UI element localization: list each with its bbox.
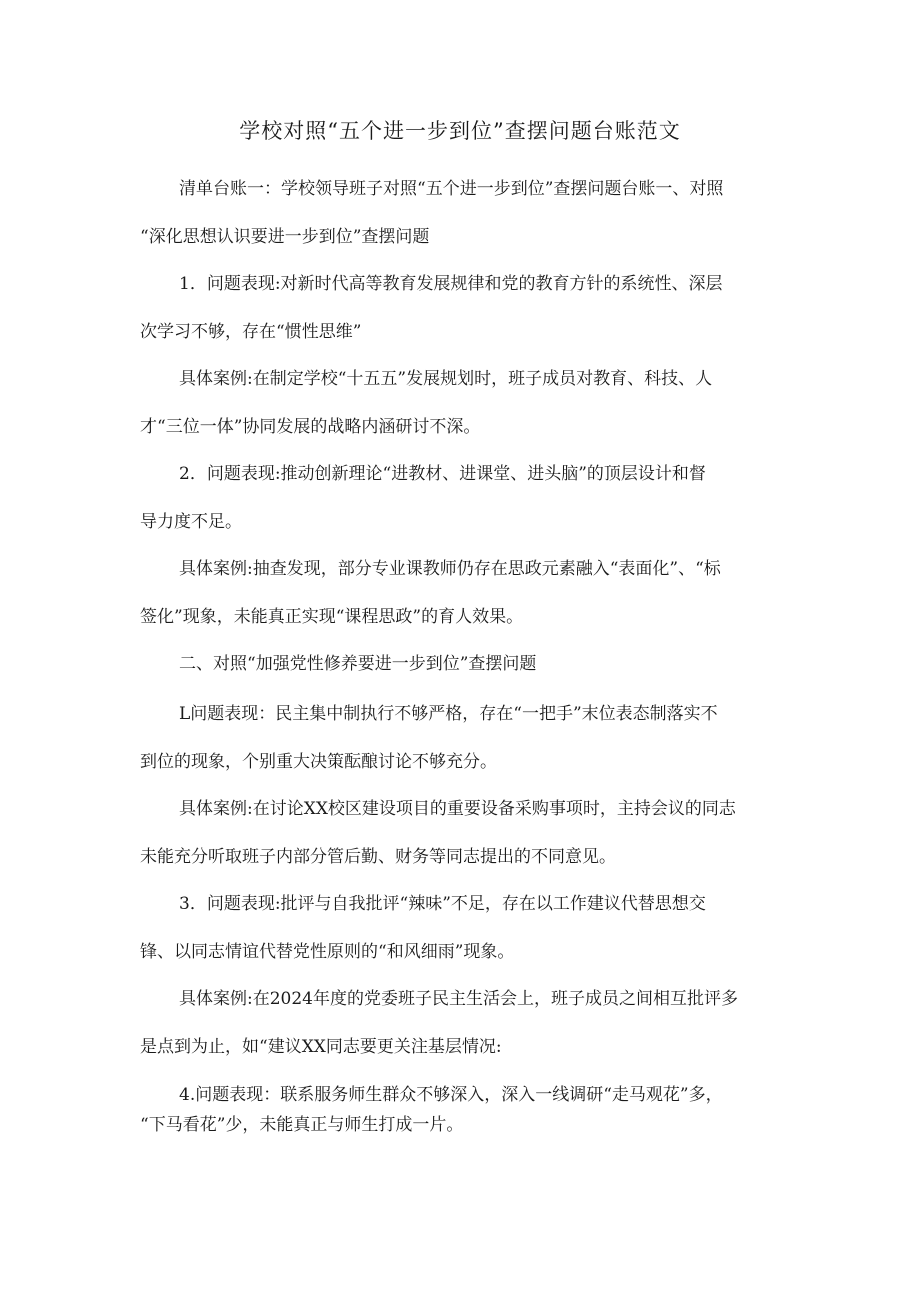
paragraph-line: 4.问题表现：联系服务师生群众不够深入，深入一线调研“走马观花”多， <box>179 1085 723 1105</box>
paragraph-3 <box>140 355 790 451</box>
paragraph-line: 具体案例:抽查发现，部分专业课教师仍存在思政元素融入“表面化”、“标 <box>179 559 721 579</box>
paragraph-line: 二、对照“加强党性修养要进一步到位”查摆问题 <box>179 654 537 674</box>
section-heading-2 <box>140 640 790 688</box>
paragraph-2 <box>140 260 790 356</box>
paragraph-line: 2．问题表现:推动创新理论“进教材、进课堂、进头脑”的顶层设计和督 <box>179 464 706 484</box>
paragraph-line: 次学习不够，存在“惯性思维” <box>140 322 362 342</box>
paragraph-line: 签化”现象，未能真正实现“课程思政”的育人效果。 <box>140 607 524 627</box>
paragraph-7 <box>140 785 790 881</box>
paragraph-line: 导力度不足。 <box>140 512 242 532</box>
paragraph-6 <box>140 690 790 786</box>
paragraph-line: 锋、以同志情谊代替党性原则的“和风细雨”现象。 <box>140 942 515 962</box>
paragraph-line: 具体案例:在讨论XX校区建设项目的重要设备采购事项时，主持会议的同志 <box>179 799 736 819</box>
paragraph-line: 清单台账一：学校领导班子对照“五个进一步到位”查摆问题台账一、对照 <box>179 179 724 199</box>
paragraph-line: “下马看花”少，未能真正与师生打成一片。 <box>140 1115 464 1135</box>
document-title: 学校对照“五个进一步到位”查摆问题台账范文 <box>239 119 681 143</box>
paragraph-line: 1．问题表现:对新时代高等教育发展规律和党的教育方针的系统性、深层 <box>179 274 723 294</box>
paragraph-1 <box>140 165 790 261</box>
paragraph-10 <box>140 1080 790 1140</box>
paragraph-line: “深化思想认识要进一步到位”查摆问题 <box>140 227 430 247</box>
paragraph-4 <box>140 450 790 546</box>
paragraph-line: 具体案例:在制定学校“十五五”发展规划时，班子成员对教育、科技、人 <box>179 369 713 389</box>
paragraph-line: 到位的现象，个别重大决策酝酿讨论不够充分。 <box>140 752 497 772</box>
paragraph-line: 才“三位一体”协同发展的战略内涵研讨不深。 <box>140 417 481 437</box>
paragraph-line: 具体案例:在2024年度的党委班子民主生活会上，班子成员之间相互批评多 <box>179 989 738 1009</box>
paragraph-line: 是点到为止，如“建议XX同志要更关注基层情况: <box>140 1037 502 1057</box>
paragraph-line: L问题表现：民主集中制执行不够严格，存在“一把手”末位表态制落实不 <box>179 704 718 724</box>
paragraph-line: 3．问题表现:批评与自我批评“辣味”不足，存在以工作建议代替思想交 <box>179 894 706 914</box>
paragraph-8 <box>140 880 790 976</box>
paragraph-9 <box>140 975 790 1071</box>
paragraph-5 <box>140 545 790 641</box>
paragraph-line: 未能充分听取班子内部分管后勤、财务等同志提出的不同意见。 <box>140 847 616 867</box>
